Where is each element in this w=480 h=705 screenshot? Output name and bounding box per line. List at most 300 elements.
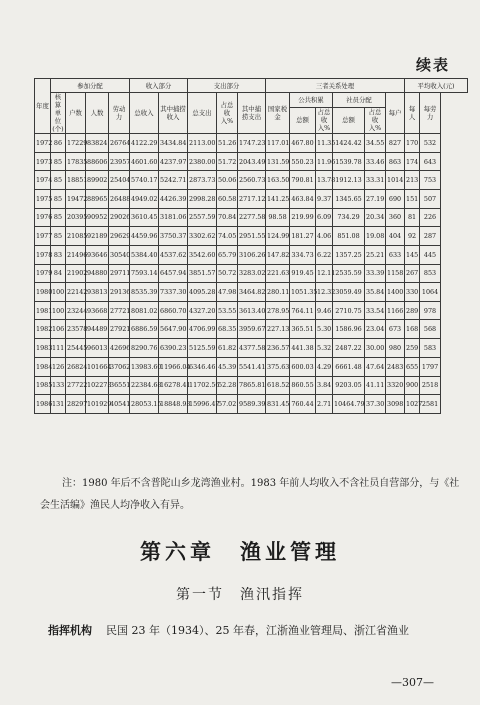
table-row xyxy=(35,301,468,320)
col-header-per-labor: 每劳力 xyxy=(420,93,441,134)
table-cell: 61.82 xyxy=(217,339,238,358)
table-cell-year: 1986 xyxy=(35,395,51,414)
table-cell: 53.55 xyxy=(217,301,238,320)
table-cell-year: 1974 xyxy=(35,171,51,190)
table-cell: 259 xyxy=(405,339,420,358)
table-cell: 4426.39 xyxy=(159,190,188,209)
table-cell: 1051.35 xyxy=(290,283,316,302)
table-cell: 13983.60 xyxy=(130,357,159,376)
table-cell: 85 xyxy=(51,171,66,190)
table-cell: 60.58 xyxy=(217,190,238,209)
table-cell: 47.64 xyxy=(365,357,386,376)
table-cell: 1166 xyxy=(386,301,405,320)
table-cell: 117.01 xyxy=(266,134,290,153)
table-cell-year: 1978 xyxy=(35,245,51,264)
table-cell: 23.04 xyxy=(365,320,386,339)
table-cell: 21496 xyxy=(66,245,86,264)
table-cell: 5.32 xyxy=(316,339,333,358)
table-cell: 6457.94 xyxy=(159,264,188,283)
table-cell: 600.03 xyxy=(290,357,316,376)
table-cell-year: 1984 xyxy=(35,357,51,376)
table-cell: 507 xyxy=(420,190,441,209)
table-cell: 1912.13 xyxy=(333,171,365,190)
table-cell: 57.02 xyxy=(217,395,238,414)
table-cell: 16278.41 xyxy=(159,376,188,395)
table-cell: 21085 xyxy=(66,227,86,246)
table-cell: 2557.59 xyxy=(188,208,217,227)
table-cell: 226 xyxy=(420,208,441,227)
table-cell: 9.46 xyxy=(316,301,333,320)
table-row xyxy=(35,357,468,376)
table-cell: 2483 xyxy=(386,357,405,376)
table-cell: 65.79 xyxy=(217,245,238,264)
table-cell: 40541 xyxy=(109,395,130,414)
table-cell: 30540 xyxy=(109,245,130,264)
table-cell: 131.59 xyxy=(266,152,290,171)
table-cell: 227.13 xyxy=(266,320,290,339)
table-cell: 1345.65 xyxy=(333,190,365,209)
table-cell: 26824 xyxy=(66,357,86,376)
table-cell: 88965 xyxy=(86,190,109,209)
table-row xyxy=(35,376,468,395)
table-cell: 25445 xyxy=(66,339,86,358)
table-cell: 365.51 xyxy=(290,320,316,339)
table-cell: 1158 xyxy=(386,264,405,283)
table-cell: 980 xyxy=(386,339,405,358)
table-cell: 51.26 xyxy=(217,134,238,153)
table-cell: 15996.47 xyxy=(188,395,217,414)
table-cell: 445 xyxy=(420,245,441,264)
table-row xyxy=(35,190,468,209)
table-cell: 2.71 xyxy=(316,395,333,414)
table-cell: 86 xyxy=(51,134,66,153)
table-cell-year: 1981 xyxy=(35,301,51,320)
table-cell: 4327.20 xyxy=(188,301,217,320)
table-row xyxy=(35,395,468,414)
group-header-expenditure: 支出部分 xyxy=(188,79,266,93)
table-cell: 7865.81 xyxy=(238,376,266,395)
table-cell: 1747.23 xyxy=(238,134,266,153)
table-cell: 98.58 xyxy=(266,208,290,227)
member-distribution-header: 社员分配 xyxy=(333,93,386,108)
table-cell: 4459.96 xyxy=(130,227,159,246)
table-cell: 3106.26 xyxy=(238,245,266,264)
table-cell: 633 xyxy=(386,245,405,264)
table-cell: 618.52 xyxy=(266,376,290,395)
table-cell: 36551 xyxy=(109,376,130,395)
table-cell: 18851 xyxy=(66,171,86,190)
table-cell: 236.57 xyxy=(266,339,290,358)
table-cell: 33.31 xyxy=(365,171,386,190)
table-cell: 1014 xyxy=(386,171,405,190)
table-cell: 47.98 xyxy=(217,283,238,302)
table-cell: 28297 xyxy=(66,395,86,414)
table-cell: 9.37 xyxy=(316,190,333,209)
table-cell: 1064 xyxy=(420,283,441,302)
table-cell: 168 xyxy=(405,320,420,339)
table-cell: 550.23 xyxy=(290,152,316,171)
table-cell: 2487.22 xyxy=(333,339,365,358)
col-header-public-total: 总额 xyxy=(290,107,316,133)
col-header-persons: 人数 xyxy=(86,93,109,134)
table-note: 注：1980 年后不含普陀山乡龙湾渔业村。1983 年前人均收入不含社员自营部分，与《社会生活编》渔民人均净收入有异。 xyxy=(40,478,460,511)
table-cell: 26488 xyxy=(109,190,130,209)
table-cell: 17835 xyxy=(66,152,86,171)
table-cell-year: 1985 xyxy=(35,376,51,395)
table-cell: 5384.40 xyxy=(130,245,159,264)
paragraph-lead: 指挥机构 xyxy=(48,624,92,637)
table-cell: 6.09 xyxy=(316,208,333,227)
state-tax-header: 国家税金 xyxy=(266,93,290,134)
table-cell: 45.39 xyxy=(217,357,238,376)
table-cell: 3181.06 xyxy=(159,208,188,227)
table-cell: 89902 xyxy=(86,171,109,190)
table-cell: 8290.76 xyxy=(130,339,159,358)
table-cell: 4949.02 xyxy=(130,190,159,209)
table-cell: 3464.82 xyxy=(238,283,266,302)
table-cell: 3059.49 xyxy=(333,283,365,302)
table-cell: 96013 xyxy=(86,339,109,358)
table-cell: 2277.58 xyxy=(238,208,266,227)
table-cell: 27721 xyxy=(109,301,130,320)
table-cell: 92189 xyxy=(86,227,109,246)
col-header-member-total: 总额 xyxy=(333,107,365,133)
table-cell: 13.78 xyxy=(316,171,333,190)
table-cell: 124.99 xyxy=(266,227,290,246)
table-cell: 334.73 xyxy=(290,245,316,264)
table-cell: 68.35 xyxy=(217,320,238,339)
col-header-total-income: 总收入 xyxy=(130,93,159,134)
table-cell: 463.84 xyxy=(290,190,316,209)
table-cell: 690 xyxy=(386,190,405,209)
table-cell: 4.06 xyxy=(316,227,333,246)
table-cell: 163.50 xyxy=(266,171,290,190)
table-cell: 643 xyxy=(420,152,441,171)
table-cell: 25.21 xyxy=(365,245,386,264)
table-cell: 3750.37 xyxy=(159,227,188,246)
col-header-member-pct: 占总收入% xyxy=(365,107,386,133)
table-cell: 2873.73 xyxy=(188,171,217,190)
table-cell: 6.22 xyxy=(316,245,333,264)
table-cell: 85 xyxy=(51,152,66,171)
table-cell: 4377.58 xyxy=(238,339,266,358)
table-cell: 27722 xyxy=(66,376,86,395)
table-cell: 131 xyxy=(51,395,66,414)
table-cell: 7337.30 xyxy=(159,283,188,302)
table-cell: 141.25 xyxy=(266,190,290,209)
table-cell: 2951.55 xyxy=(238,227,266,246)
table-cell: 29026 xyxy=(109,208,130,227)
table-cell: 1424.42 xyxy=(333,134,365,153)
table-cell: 4095.28 xyxy=(188,283,217,302)
table-cell: 1797 xyxy=(420,357,441,376)
col-header-units: 核算单位(个) xyxy=(52,93,64,133)
table-row xyxy=(35,134,468,153)
table-cell: 133 xyxy=(51,376,66,395)
table-cell: 3098 xyxy=(386,395,405,414)
table-cell: 360 xyxy=(386,208,405,227)
table-cell: 6886.59 xyxy=(130,320,159,339)
table-cell: 280.11 xyxy=(266,283,290,302)
col-header-per-person: 每人 xyxy=(405,93,420,134)
table-cell: 287 xyxy=(420,227,441,246)
table-cell: 375.63 xyxy=(266,357,290,376)
table-cell: 6661.48 xyxy=(333,357,365,376)
table-cell: 23578 xyxy=(66,320,86,339)
table-cell: 106 xyxy=(51,320,66,339)
table-cell: 2717.12 xyxy=(238,190,266,209)
table-cell: 532 xyxy=(420,134,441,153)
table-cell: 7593.14 xyxy=(130,264,159,283)
table-cell: 831.45 xyxy=(266,395,290,414)
group-header-participation: 参加分配 xyxy=(51,79,130,93)
table-row xyxy=(35,320,468,339)
table-cell: 88606 xyxy=(86,152,109,171)
table-cell: 2535.59 xyxy=(333,264,365,283)
table-cell: 3283.02 xyxy=(238,264,266,283)
table-cell-year: 1976 xyxy=(35,208,51,227)
table-cell: 50.06 xyxy=(217,171,238,190)
table-cell: 27.19 xyxy=(365,190,386,209)
table-cell: 4.29 xyxy=(316,357,333,376)
table-cell: 221.63 xyxy=(266,264,290,283)
table-cell: 3302.62 xyxy=(188,227,217,246)
table-cell-year: 1973 xyxy=(35,152,51,171)
table-cell: 6346.46 xyxy=(188,357,217,376)
table-cell: 2113.00 xyxy=(188,134,217,153)
table-cell: 4537.62 xyxy=(159,245,188,264)
col-header-fishing-expenditure: 其中捕捞支出 xyxy=(238,93,266,134)
table-cell: 33.39 xyxy=(365,264,386,283)
statistics-table xyxy=(34,78,468,414)
table-cell: 93813 xyxy=(86,283,109,302)
table-row xyxy=(35,152,468,171)
table-cell: 93646 xyxy=(86,245,109,264)
table-cell: 19.08 xyxy=(365,227,386,246)
table-cell: 151 xyxy=(405,190,420,209)
table-row xyxy=(35,208,468,227)
table-cell: 853 xyxy=(420,264,441,283)
table-cell: 21902 xyxy=(66,264,86,283)
table-cell: 85 xyxy=(51,227,66,246)
table-cell: 51.72 xyxy=(217,152,238,171)
continued-label: 续表 xyxy=(415,56,450,74)
section-title: 第一节 渔汛指挥 xyxy=(176,587,304,603)
table-cell: 753 xyxy=(420,171,441,190)
table-cell: 74.05 xyxy=(217,227,238,246)
table-cell: 5125.59 xyxy=(188,339,217,358)
table-cell: 25404 xyxy=(109,171,130,190)
table-cell-year: 1972 xyxy=(35,134,51,153)
table-cell: 85 xyxy=(51,208,66,227)
table-cell: 33.54 xyxy=(365,301,386,320)
table-cell: 3434.84 xyxy=(159,134,188,153)
table-cell: 289 xyxy=(405,301,420,320)
table-cell: 22142 xyxy=(66,283,86,302)
table-cell: 8535.39 xyxy=(130,283,159,302)
col-header-households: 户数 xyxy=(66,93,86,134)
table-cell: 126 xyxy=(51,357,66,376)
table-cell: 441.38 xyxy=(290,339,316,358)
table-cell: 790.81 xyxy=(290,171,316,190)
table-cell: 5541.41 xyxy=(238,357,266,376)
col-header-total-expenditure: 总支出 xyxy=(188,93,217,134)
table-cell: 33.46 xyxy=(365,152,386,171)
table-row xyxy=(35,339,468,358)
table-cell: 278.95 xyxy=(266,301,290,320)
table-body xyxy=(35,134,468,414)
table-cell: 37.30 xyxy=(365,395,386,414)
table-cell: 2043.49 xyxy=(238,152,266,171)
table-cell: 27921 xyxy=(109,320,130,339)
table-cell: 11702.56 xyxy=(188,376,217,395)
table-cell: 17229 xyxy=(66,134,86,153)
table-cell: 111 xyxy=(51,339,66,358)
table-cell: 174 xyxy=(405,152,420,171)
table-cell: 404 xyxy=(386,227,405,246)
table-cell: 5242.71 xyxy=(159,171,188,190)
table-cell: 94880 xyxy=(86,264,109,283)
table-cell: 3959.67 xyxy=(238,320,266,339)
table-cell: 1027 xyxy=(405,395,420,414)
table-cell: 170 xyxy=(405,134,420,153)
table-cell: 2581 xyxy=(420,395,441,414)
table-cell: 2560.73 xyxy=(238,171,266,190)
col-header-per-household: 每户 xyxy=(386,93,405,134)
table-cell: 102273 xyxy=(86,376,109,395)
table-cell: 3613.40 xyxy=(238,301,266,320)
table-cell: 583 xyxy=(420,339,441,358)
table-cell: 81 xyxy=(405,208,420,227)
table-cell-year: 1975 xyxy=(35,190,51,209)
table-cell: 219.99 xyxy=(290,208,316,227)
table-cell: 37062 xyxy=(109,357,130,376)
table-cell: 467.80 xyxy=(290,134,316,153)
table-cell: 2380.00 xyxy=(188,152,217,171)
table-cell: 6860.70 xyxy=(159,301,188,320)
public-accumulation-header: 公共积累 xyxy=(290,93,333,108)
table-cell: 3320 xyxy=(386,376,405,395)
table-cell: 863 xyxy=(386,152,405,171)
table-cell-year: 1977 xyxy=(35,227,51,246)
table-cell: 10464.79 xyxy=(333,395,365,414)
table-cell-year: 1980 xyxy=(35,283,51,302)
table-cell: 3.84 xyxy=(316,376,333,395)
table-cell: 655 xyxy=(405,357,420,376)
table-cell: 1400 xyxy=(386,283,405,302)
table-cell: 8081.02 xyxy=(130,301,159,320)
table-cell: 20395 xyxy=(66,208,86,227)
table-cell: 28053.15 xyxy=(130,395,159,414)
table-cell: 100 xyxy=(51,283,66,302)
table-cell: 9203.05 xyxy=(333,376,365,395)
table-cell: 568 xyxy=(420,320,441,339)
table-cell: 851.08 xyxy=(333,227,365,246)
table-cell: 147.82 xyxy=(266,245,290,264)
table-cell: 12.32 xyxy=(316,283,333,302)
table-cell: 4706.99 xyxy=(188,320,217,339)
table-cell: 11966.04 xyxy=(159,357,188,376)
table-cell: 41.11 xyxy=(365,376,386,395)
table-row xyxy=(35,227,468,246)
table-cell: 330 xyxy=(405,283,420,302)
table-cell: 90952 xyxy=(86,208,109,227)
table-cell: 919.45 xyxy=(290,264,316,283)
table-cell: 4122.29 xyxy=(130,134,159,153)
table-row xyxy=(35,245,468,264)
table-cell: 5647.90 xyxy=(159,320,188,339)
table-cell: 84 xyxy=(51,264,66,283)
table-cell: 978 xyxy=(420,301,441,320)
col-header-expenditure-pct: 占总收入% xyxy=(217,93,238,134)
table-cell: 26764 xyxy=(109,134,130,153)
table-row xyxy=(35,283,468,302)
table-cell: 35.84 xyxy=(365,283,386,302)
col-header-public-pct: 占总收入% xyxy=(316,107,333,133)
table-cell: 12.11 xyxy=(316,264,333,283)
table-cell-year: 1979 xyxy=(35,264,51,283)
table-cell: 827 xyxy=(386,134,405,153)
table-cell: 900 xyxy=(405,376,420,395)
paragraph-text: 民国 23 年（1934）、25 年春，江浙渔业管理局、浙江省渔业 xyxy=(106,624,409,637)
table-cell: 23957 xyxy=(109,152,130,171)
table-cell: 5740.17 xyxy=(130,171,159,190)
table-cell: 22384.68 xyxy=(130,376,159,395)
table-cell: 1539.78 xyxy=(333,152,365,171)
table-cell: 83824 xyxy=(86,134,109,153)
table-cell: 860.55 xyxy=(290,376,316,395)
table-cell: 213 xyxy=(405,171,420,190)
table-cell: 764.11 xyxy=(290,301,316,320)
group-header-average-income: 平均收入(元) xyxy=(405,79,468,93)
table-cell: 23244 xyxy=(66,301,86,320)
table-cell-year: 1983 xyxy=(35,339,51,358)
table-cell: 29629 xyxy=(109,227,130,246)
table-cell: 3610.45 xyxy=(130,208,159,227)
body-paragraph xyxy=(48,622,468,638)
table-cell: 93668 xyxy=(86,301,109,320)
table-cell: 760.44 xyxy=(290,395,316,414)
table-cell: 18848.93 xyxy=(159,395,188,414)
table-cell: 101664 xyxy=(86,357,109,376)
chapter-title: 第六章 渔业管理 xyxy=(140,540,340,564)
table-cell-year: 1982 xyxy=(35,320,51,339)
table-cell: 29711 xyxy=(109,264,130,283)
table-cell: 101929 xyxy=(86,395,109,414)
table-cell: 145 xyxy=(405,245,420,264)
table-cell: 94489 xyxy=(86,320,109,339)
table-cell: 19472 xyxy=(66,190,86,209)
col-header-labor: 劳动力 xyxy=(109,93,130,134)
table-cell: 85 xyxy=(51,190,66,209)
table-cell: 42696 xyxy=(109,339,130,358)
table-cell: 20.34 xyxy=(365,208,386,227)
table-cell: 6390.23 xyxy=(159,339,188,358)
table-cell: 100 xyxy=(51,301,66,320)
group-header-income: 收入部分 xyxy=(130,79,188,93)
table-cell: 5.30 xyxy=(316,320,333,339)
table-row xyxy=(35,171,468,190)
col-header-fishing-income: 其中捕捞收入 xyxy=(159,93,188,134)
table-cell: 92 xyxy=(405,227,420,246)
table-cell: 29136 xyxy=(109,283,130,302)
table-cell: 3851.57 xyxy=(188,264,217,283)
table-cell: 2998.28 xyxy=(188,190,217,209)
table-cell: 11.35 xyxy=(316,134,333,153)
table-cell: 267 xyxy=(405,264,420,283)
year-header: 年度 xyxy=(35,79,51,134)
table-cell: 3542.60 xyxy=(188,245,217,264)
